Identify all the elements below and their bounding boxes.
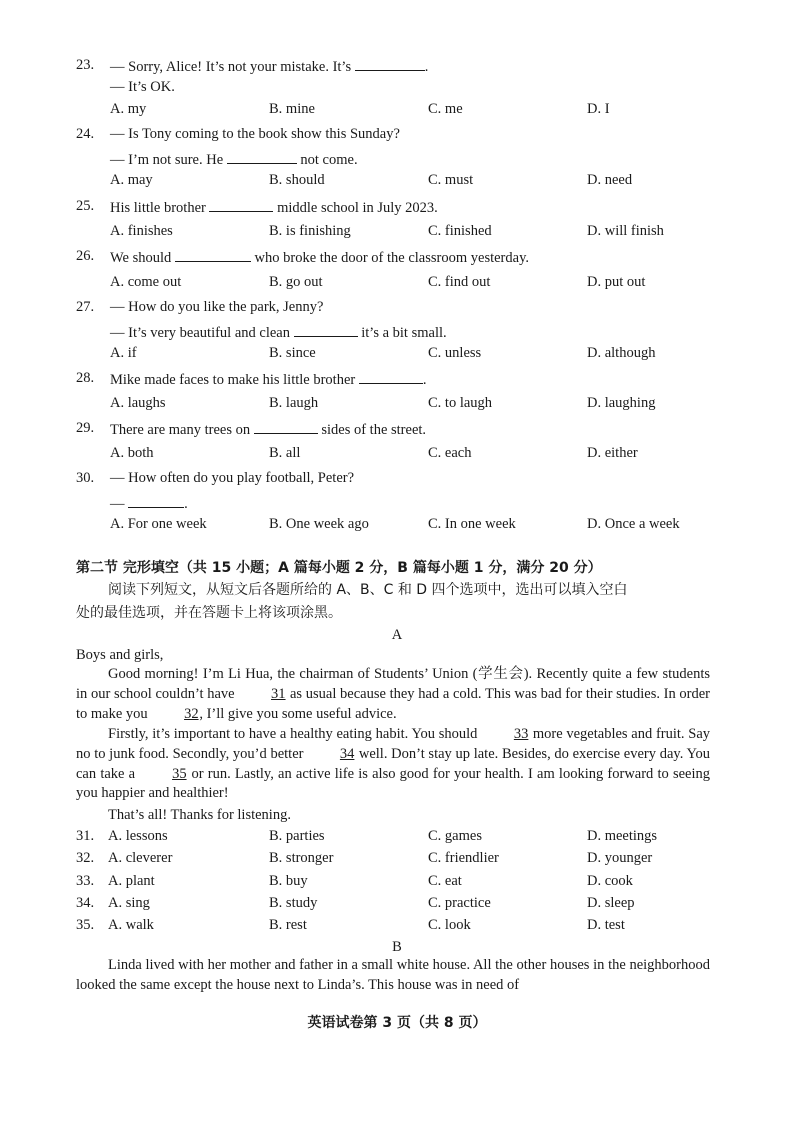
question-text: — Is Tony coming to the book show this Sunday? (110, 126, 400, 142)
option-a: A. For one week (110, 516, 207, 532)
option-d: D. need (587, 172, 633, 188)
question-text: His little brother middle school in July 2023. (110, 200, 438, 216)
option-a: A. both (110, 445, 154, 461)
option-c: C. games (428, 828, 482, 844)
question-number: 24. (76, 126, 95, 142)
question-number: 33. (76, 873, 95, 889)
blank-33: 33 (513, 726, 529, 742)
option-b: B. is finishing (269, 223, 351, 239)
option-b: B. go out (269, 274, 323, 290)
question-number: 25. (76, 198, 95, 214)
option-a: A. come out (110, 274, 182, 290)
option-c: C. friendlier (428, 850, 499, 866)
option-d: D. although (587, 345, 656, 361)
option-d: D. cook (587, 873, 633, 889)
option-a: A. laughs (110, 395, 166, 411)
option-b: B. rest (269, 917, 307, 933)
option-b: B. should (269, 172, 325, 188)
option-b: B. parties (269, 828, 325, 844)
section-instructions: 处的最佳选项，并在答题卡上将该项涂黑。 (76, 605, 342, 621)
blank-31: 31 (271, 685, 286, 702)
option-a: A. my (110, 101, 147, 117)
question-number: 27. (76, 299, 95, 315)
blank-34: 34 (339, 745, 355, 762)
passage-a-greeting: Boys and girls, (76, 647, 164, 663)
question-number: 26. (76, 248, 95, 264)
question-number: 31. (76, 828, 95, 844)
passage-a-label: A (391, 627, 403, 643)
option-a: A. plant (108, 873, 155, 889)
option-b: B. laugh (269, 395, 319, 411)
question-number: 34. (76, 895, 95, 911)
option-a: A. cleverer (108, 850, 173, 866)
option-d: D. meetings (587, 828, 658, 844)
question-text: — It’s very beautiful and clean it’s a bit small. (110, 325, 447, 341)
option-c: C. unless (428, 345, 482, 361)
question-number: 32. (76, 850, 95, 866)
blank-35: 35 (172, 765, 187, 782)
passage-a-paragraph-1: Good morning! I’m Li Hua, the chairman of Students’ Union (学生会). Recently quite a few students in our school couldn’t have 31 as usual because they had a cold. This was bad for their studies. In order to make you 32, I’ll give you some useful advice. (76, 665, 710, 724)
question-number: 28. (76, 370, 95, 386)
question-text: There are many trees on sides of the street. (110, 422, 427, 438)
question-number: 30. (76, 470, 95, 486)
option-d: D. younger (587, 850, 653, 866)
option-b: B. all (269, 445, 301, 461)
section-instructions: 阅读下列短文，从短文后各题所给的 A、B、C 和 D 四个选项中，选出可以填入空白 (108, 582, 628, 598)
question-number: 35. (76, 917, 95, 933)
option-d: D. Once a week (587, 516, 680, 532)
option-c: C. me (428, 101, 463, 117)
option-a: A. if (110, 345, 137, 361)
passage-b-label: B (392, 939, 402, 955)
option-b: B. study (269, 895, 318, 911)
question-text: We should who broke the door of the classroom yesterday. (110, 250, 529, 266)
passage-b-paragraph-1: Linda lived with her mother and father in a small white house. All the other houses in the neighborhood looked the same except the house next to Linda’s. This house was in need of (76, 957, 710, 993)
option-b: B. stronger (269, 850, 334, 866)
option-a: A. sing (108, 895, 150, 911)
option-c: C. practice (428, 895, 491, 911)
option-c: C. to laugh (428, 395, 493, 411)
option-d: D. put out (587, 274, 646, 290)
section-title: 第二节 完形填空（共 15 小题；A 篇每小题 2 分，B 篇每小题 1 分，满分 20 分） (76, 560, 602, 576)
passage-a-closing: That’s all! Thanks for listening. (108, 807, 291, 823)
question-text: — Sorry, Alice! It’s not your mistake. It’s . (110, 59, 429, 75)
option-a: A. may (110, 172, 153, 188)
option-a: A. lessons (108, 828, 168, 844)
option-c: C. eat (428, 873, 462, 889)
passage-a-paragraph-2: Firstly, it’s important to have a healthy eating habit. You should 33 more vegetables and fruit. Say no to junk food. Secondly, you’d better 34 well. Don’t stay up late. Besides, do exercise every day. You can take a 35 or run. Lastly, an active life is also good for your health. I am looking forward to seeing you happier and healthier! (76, 726, 711, 802)
question-text: — It’s OK. (110, 79, 175, 95)
option-d: D. either (587, 445, 638, 461)
option-c: C. finished (428, 223, 492, 239)
question-text: — How often do you play football, Peter? (110, 470, 355, 486)
option-c: C. each (428, 445, 472, 461)
option-c: C. In one week (428, 516, 516, 532)
option-b: B. buy (269, 873, 308, 889)
question-number: 23. (76, 57, 95, 73)
option-b: B. mine (269, 101, 315, 117)
question-text: — How do you like the park, Jenny? (110, 299, 324, 315)
option-c: C. look (428, 917, 471, 933)
option-a: A. walk (108, 917, 154, 933)
option-d: D. test (587, 917, 625, 933)
option-d: D. I (587, 101, 610, 117)
question-text: — . (110, 496, 188, 512)
option-b: B. since (269, 345, 316, 361)
option-c: C. find out (428, 274, 491, 290)
question-number: 29. (76, 420, 95, 436)
question-text: — I’m not sure. He not come. (110, 152, 358, 168)
option-c: C. must (428, 172, 474, 188)
page-footer: 英语试卷第 3 页（共 8 页） (307, 1015, 487, 1031)
option-b: B. One week ago (269, 516, 369, 532)
option-d: D. laughing (587, 395, 656, 411)
option-d: D. will finish (587, 223, 664, 239)
option-d: D. sleep (587, 895, 635, 911)
option-a: A. finishes (110, 223, 173, 239)
question-text: Mike made faces to make his little brother . (110, 372, 427, 388)
blank-32: 32 (184, 705, 199, 722)
